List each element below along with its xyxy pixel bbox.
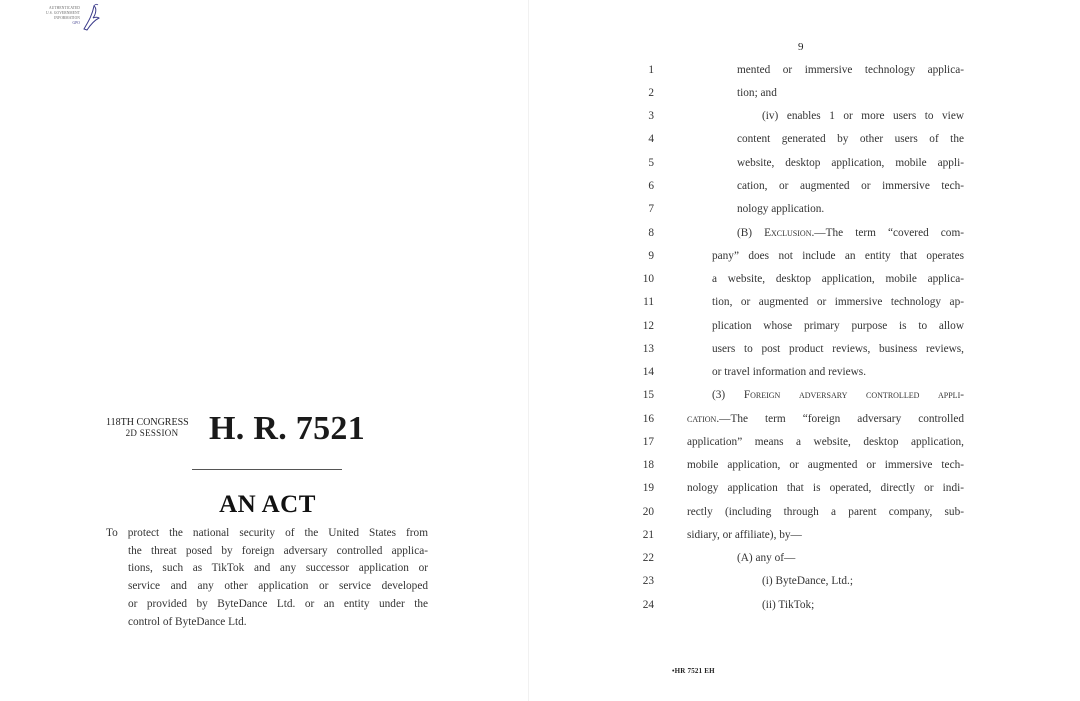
line-text: or travel information and reviews. xyxy=(712,366,867,378)
line-number: 14 xyxy=(642,366,654,378)
logo-text-line: INFORMATION xyxy=(54,16,80,20)
gpo-eagle-icon xyxy=(82,2,100,32)
page-number: 9 xyxy=(798,41,804,53)
purpose-line: control of ByteDance Ltd. xyxy=(128,615,247,628)
line-number: 5 xyxy=(648,157,654,169)
line-number: 6 xyxy=(648,180,654,192)
line-text: content generated by other users of the xyxy=(737,133,964,145)
purpose-line: or provided by ByteDance Ltd. or an entity under the xyxy=(128,597,428,610)
section-heading-smallcaps: Foreign adversary controlled appli- xyxy=(743,389,964,401)
line-text: tion; and xyxy=(737,87,777,99)
line-number: 24 xyxy=(642,599,654,611)
line-text: rectly (including through a parent company, sub- xyxy=(687,506,964,518)
line-number: 20 xyxy=(642,506,654,518)
line-text: website, desktop application, mobile appli- xyxy=(737,157,964,169)
line-text: cation, or augmented or immersive tech- xyxy=(737,180,964,192)
line-text: a website, desktop application, mobile applica- xyxy=(712,273,964,285)
line-text xyxy=(687,410,964,428)
line-number: 9 xyxy=(648,250,654,262)
line-number: 18 xyxy=(642,459,654,471)
line-text: (i) ByteDance, Ltd.; xyxy=(762,575,853,587)
line-text-part: (3) xyxy=(712,389,744,401)
line-text: application” means a website, desktop application, xyxy=(687,436,964,448)
line-text xyxy=(737,224,964,242)
line-number: 13 xyxy=(642,343,654,355)
logo-text-line: GPO xyxy=(72,21,80,25)
line-text: tion, or augmented or immersive technology ap- xyxy=(712,296,964,308)
congress-session-block xyxy=(106,417,198,438)
left-page xyxy=(0,0,528,701)
line-number: 2 xyxy=(648,87,654,99)
line-number: 19 xyxy=(642,482,654,494)
line-number: 21 xyxy=(642,529,654,541)
line-text: nology application that is operated, directly or indi- xyxy=(687,482,964,494)
line-text xyxy=(712,386,964,404)
line-number: 1 xyxy=(648,64,654,76)
purpose-line: tions, such as TikTok and any successor application or xyxy=(128,562,428,575)
line-number: 15 xyxy=(642,389,654,401)
logo-text-line: AUTHENTICATED xyxy=(48,6,80,10)
line-text: sidiary, or affiliate), by— xyxy=(687,529,802,541)
line-text: (ii) TikTok; xyxy=(762,599,815,611)
line-number: 8 xyxy=(648,227,654,239)
right-page xyxy=(529,0,1080,701)
line-number: 7 xyxy=(648,203,654,215)
line-text-part: (B) xyxy=(737,227,765,239)
section-heading-smallcaps: Exclusion xyxy=(764,227,812,239)
line-text-part: .—The term “covered com- xyxy=(811,227,964,239)
line-number: 10 xyxy=(642,273,654,285)
line-text: mented or immersive technology applica- xyxy=(737,64,964,76)
line-text: mobile application, or augmented or immersive tech- xyxy=(687,459,964,471)
line-number: 3 xyxy=(648,110,654,122)
line-number: 4 xyxy=(648,133,654,145)
line-number: 11 xyxy=(643,296,654,308)
section-heading-smallcaps: cation xyxy=(687,413,717,425)
line-text: nology application. xyxy=(737,203,825,215)
purpose-line: To protect the national security of the United States from xyxy=(106,527,428,539)
line-number: 16 xyxy=(642,413,654,425)
purpose-statement xyxy=(106,525,428,631)
document-code-footer: •HR 7521 EH xyxy=(672,667,715,675)
line-number: 12 xyxy=(642,320,654,332)
line-text: (A) any of— xyxy=(737,552,796,564)
gpo-logo xyxy=(40,2,100,32)
purpose-line: the threat posed by foreign adversary controlled applica- xyxy=(128,544,428,557)
session-label: 2D SESSION xyxy=(125,428,179,438)
line-number: 22 xyxy=(642,552,654,564)
purpose-line: service and any other application or service developed xyxy=(128,580,428,593)
act-heading: AN ACT xyxy=(219,491,316,518)
line-number: 23 xyxy=(642,575,654,587)
line-number: 17 xyxy=(642,436,654,448)
divider-rule xyxy=(192,469,342,470)
line-text: (iv) enables 1 or more users to view xyxy=(762,110,964,122)
bill-number: H. R. 7521 xyxy=(209,410,365,447)
line-text: users to post product reviews, business reviews, xyxy=(712,343,964,355)
congress-label: 118TH CONGRESS xyxy=(106,417,189,428)
line-text: pany” does not include an entity that operates xyxy=(712,250,964,262)
line-text: plication whose primary purpose is to allow xyxy=(712,320,964,332)
line-text-part: .—The term “foreign adversary controlled xyxy=(716,413,964,425)
logo-text-line: U.S. GOVERNMENT xyxy=(46,11,80,15)
